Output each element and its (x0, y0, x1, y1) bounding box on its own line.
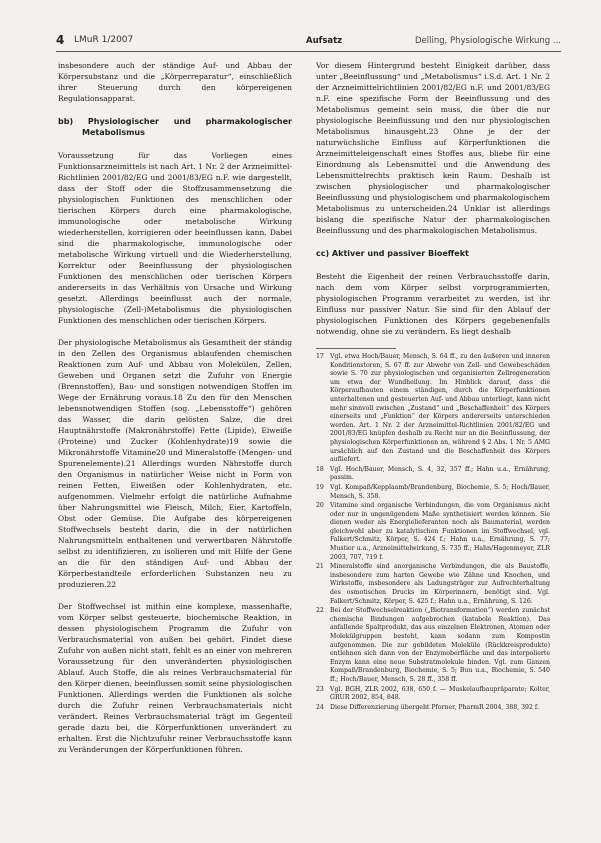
section-heading: bb) Physiologischer und pharmakologischer Metabolismus (58, 117, 292, 137)
footnote-text: Vgl. etwa Hoch/Bauer, Mensch, S. 64 ff., zu den äußeren und inneren Konditionstoren, S. 67 ff. zur Abwehr von Zell- und Gewebeschäden sowie S. 70 zur physiologischen und organisierten Zellregeneration um etwa der Wundheilung. Im Hinblick darauf, dass die Körperaufbauten einem ständigen, durch die Körperfunktionen unterhaltenen und gesteuerten Auf- und Abbau unterliegt, kann nicht mehr sinnvoll zwischen „Zustand“ und „Beschaffenheit“ des Körpers einerseits und „Funktion“ der Körpers andererseits unterschieden werden. Art. 1 Nr. 2 der Arzneimittel-Richtlinien 2001/82/EG und 2001/83/EG knüpfen deshalb zu Recht nur an die Beeinflussung, der physiologischen Körperfunktionen an, während § 2 Abs. 1 Nr. 5 AMG ursächlich auf den Zustand und die Beschaffenheit des Körpers aufliefert. (330, 353, 550, 464)
footnote-text: Vitamine sind organische Verbindungen, die vom Organismus nicht oder nur in ungenügendem Maße synthetisiert werden können. Sie dienen weder als Energielieferanten noch als Baumaterial, werden gleichwohl aber zu katalytischen Funktionen im Stoffwechsel, vgl. Falkert/Schmitz, Körper, S. 424 f.; Hahn u.a., Ernährung, S. 77; Mustier u.a., Arzneimittelwirkung, S. 735 ff.; Hahn/Hagenmeyer, ZLR 2003, 707, 719 f. (330, 502, 550, 561)
header-rule (56, 51, 561, 52)
footnote-number: 23 (316, 685, 324, 693)
paragraph: Vor diesem Hintergrund besteht Einigkeit darüber, dass unter „Beeinflussung“ und „Metabolismus“ i.S.d. Art. 1 Nr. 2 der Arzneimittelrichtlinien 2001/82/EG n.F. und 2001/83/EG n.F. eine spezifische Form der Beeinflussung und des Metabolismus gemeint sein muss, die über die nur physiologische Beeinflussung und den nur physiologischen Metabolismus hinausgeht.23 Ohne je der der naturwüchsliche Einfluss auf Körperfunktionen die Arzneimitteleigenschaft eines Stoffes aus, bliebe für eine Einordnung als Lebensmittel und die Anwendung des Lebensmittelrechts praktisch kein Raum. Deshalb ist zwischen physiologischer und pharmakologischer Beeinflussung und physiologischem und pharmakologischem Metabolismus zu unterscheiden.24 Unklar ist allerdings bislang die spezifische Natur der pharmakologischen Beeinflussung und des pharmakologischen Metabolismus. (316, 61, 550, 235)
footnote (316, 607, 550, 684)
footnote-text: Diese Differenzierung übergeht Pforner, PharmR 2004, 388, 392 f. (330, 703, 539, 711)
right-column (316, 60, 550, 713)
page-header (56, 33, 561, 51)
section-label: Aufsatz (306, 36, 343, 46)
footnote (316, 502, 550, 562)
paragraph: Voraussetzung für das Vorliegen eines Funktionsarzneimittels ist nach Art. 1 Nr. 2 der Arzneimittel-Richtlinien 2001/82/EG und 2001/83/EG n.F. wie dargestellt, dass der Stoff oder die Stoffzusammensetzung die physiologischen Funktionen des menschlichen oder tierischen Körpers durch eine pharmakologische, immunologische oder metabolische Wirkung wiederherstellen, korrigieren oder beeinflussen kann. Dabei sind die pharmakologische, immunologische oder metabolische Wirkung virtuell und die Wiederherstellung, Korrektur oder Beeinflussung der physiologischen Funktionen des menschlichen oder tierischen Körpers andererseits in das Verhältnis von Ursache und Wirkung gesetzt. Allerdings beeinflusst auch der normale, physiologische (Zell-)Metabolismus die physiologischen Funktionen des menschlichen oder tierischen Körpers. (58, 151, 292, 325)
paragraph: Besteht die Eigenheit der reinen Verbrauchsstoffe darin, nach dem vom Körper selbst vorprogrammierten, physiologischen Programm verarbeitet zu werden, ist ihr Einfluss nur passiver Natur. Sie sind für den Ablauf der physiologischen Funktionen des Körpers gegebenenfalls notwendig, ohne sie zu verändern. Es liegt deshalb (316, 272, 550, 336)
footnote-number: 19 (316, 483, 324, 491)
footnote-number: 24 (316, 703, 324, 711)
footnote (316, 563, 550, 606)
footnote (316, 353, 550, 465)
footnote (316, 466, 550, 483)
footnotes (316, 353, 550, 712)
footnote-number: 21 (316, 563, 324, 571)
section-heading: cc) Aktiver und passiver Bioeffekt (316, 249, 469, 258)
footnote-text: Vgl. BGH, ZLR 2002, 638, 650 f. — Muskelaufbaupräparate; Kolter, GRUR 2002, 854, 848. (330, 685, 550, 702)
footnote-text: Mineralstoffe sind anorganische Verbindungen, die als Baustoffe, insbesondere zum harten Gewebe wie Zähne und Knochen, und Wirkstoffe, insbesondere als Ladungsträger zur Aufrechterhaltung des osmotischen Drucks im Körperinnern, benötigt sind. Vgl. Falkert/Schmitz, Körper, S. 425 f.; Hahn u.a., Ernährung, S. 126. (330, 563, 550, 605)
running-title: Delling, Physiologische Wirkung ... (414, 36, 561, 46)
footnote-number: 20 (316, 502, 324, 510)
footnote-text: Bei der Stoffwechselreaktion („Biotransformation“) werden zunächst chemische Bindungen aufgebrochen (katabole Reaktion). Das anfallende Spaltprodukt, das aus einzelnen Elektronen, Atomen oder Molekülgruppen besteht, kann sodann zum Kompostin aufgenommen. Die zur gebildeten Moleküle (Rückkreisprodukte) entlehnen sich dann von der Enzymoberfläche und das interpolierte Enzym kann eine neue Substratmolekule binden. Vgl. zum Ganzen Kompaß/Brandenburg, Biochemie, S. 5; Buu u.a., Biochemie, S. 540 ff.; Hoch/Bauer, Mensch, S. 28 ff., 358 ff. (330, 607, 550, 683)
journal-citation: LMuR 1/2007 (74, 35, 134, 45)
footnote (316, 484, 550, 501)
footnote-number: 18 (316, 465, 324, 473)
footnote-text: Vgl. Hoch/Bauer, Mensch, S. 4, 32, 357 ff.; Hahn u.a., Ernährung, passim. (330, 465, 550, 482)
footnote-text: Vgl. Kompaß/Kepplaamb/Brandenburg, Biochemie, S. 5; Hoch/Bauer, Mensch, S. 358. (330, 483, 550, 500)
left-column (58, 60, 292, 766)
page-number: 4 (56, 33, 65, 47)
paragraph: Der Stoffwechsel ist mithin eine komplexe, massenhafte, vom Körper selbst gesteuerte, biochemische Reaktion, in dessen physiologischem Programm die Zufuhr von Verbrauchsmaterial von außen bei gehört. Findet diese Zufuhr von außen nicht statt, fehlt es an einer von mehreren Voraussetzung für den unveränderten physiologischen Ablauf. Auch Stoffe, die als reines Verbrauchsmaterial für den Körper dienen, beeinflussen somit seine physiologischen Funktionen. Allerdings werden die Funktionen als solche durch die Zufuhr reinen Verbrauchsmaterials nicht verändert. Reines Verbrauchsmaterial trägt im Gegenteil gerade dazu bei, die Körperfunktionen unverändert zu erhalten. Erst die Nichtzufuhr reiner Verbrauchsstoffe kann zu Veränderungen der Körperfunktionen führen. (58, 602, 292, 754)
paragraph: Der physiologische Metabolismus als Gesamtheit der ständig in den Zellen des Organismus ablaufenden chemischen Reaktionen zum Auf- und Abbau von Molekülen, Zellen, Geweben und Organen setzt die Zufuhr von Energie (Brennstoffen), Bau- und sonstigen notwendigen Stoffen im Wege der Ernährung voraus.18 Zu den für den Menschen lebensnotwendigen Stoffen (sog. „Lebensstoffe“) gehören das Wasser, die darin gelösten Salze, die drei Hauptnährstoffe (Makronährstoffe) Fette (Lipide), Eiweiße (Proteine) und Zucker (Kohlenhydrate)19 sowie die Mikronährstoffe Vitamine20 und Mineralstoffe (Mengen- und Spurenelemente).21 Allerdings wurden Nährstoffe durch den Organismus in natürlicher Weise nicht in Form von reinen Fetten, Eiweißen oder Kohlenhydraten, etc. aufgenommen. Vielmehr erfolgt die natürliche Aufnahme über Nahrungsmittel wie Fleisch, Milch, Eier, Kartoffeln, Obst oder Gemüse. Die Aufgabe des körpereigenen Stoffwechsels besteht darin, die in der natürlichen Nahrungsmitteln enthaltenen und verwertbaren Nährstoffe selbst zu identifizieren, zu isolieren und mit Hilfe der Gene an die für den ständigen Auf- und Abbau der Körperbestandteile erforderlichen Substanzen neu zu produzieren.22 (58, 338, 292, 589)
paragraph: insbesondere auch der ständige Auf- und Abbau der Körpersubstanz und die „Körperreparatur“, einschließlich ihrer Steuerung durch den körpereigenen Regulationsapparat. (58, 61, 292, 103)
footnote (316, 704, 550, 713)
footnote-number: 22 (316, 607, 324, 615)
footnote (316, 686, 550, 703)
footnote-number: 17 (316, 353, 324, 360)
footnote-separator (316, 348, 396, 349)
